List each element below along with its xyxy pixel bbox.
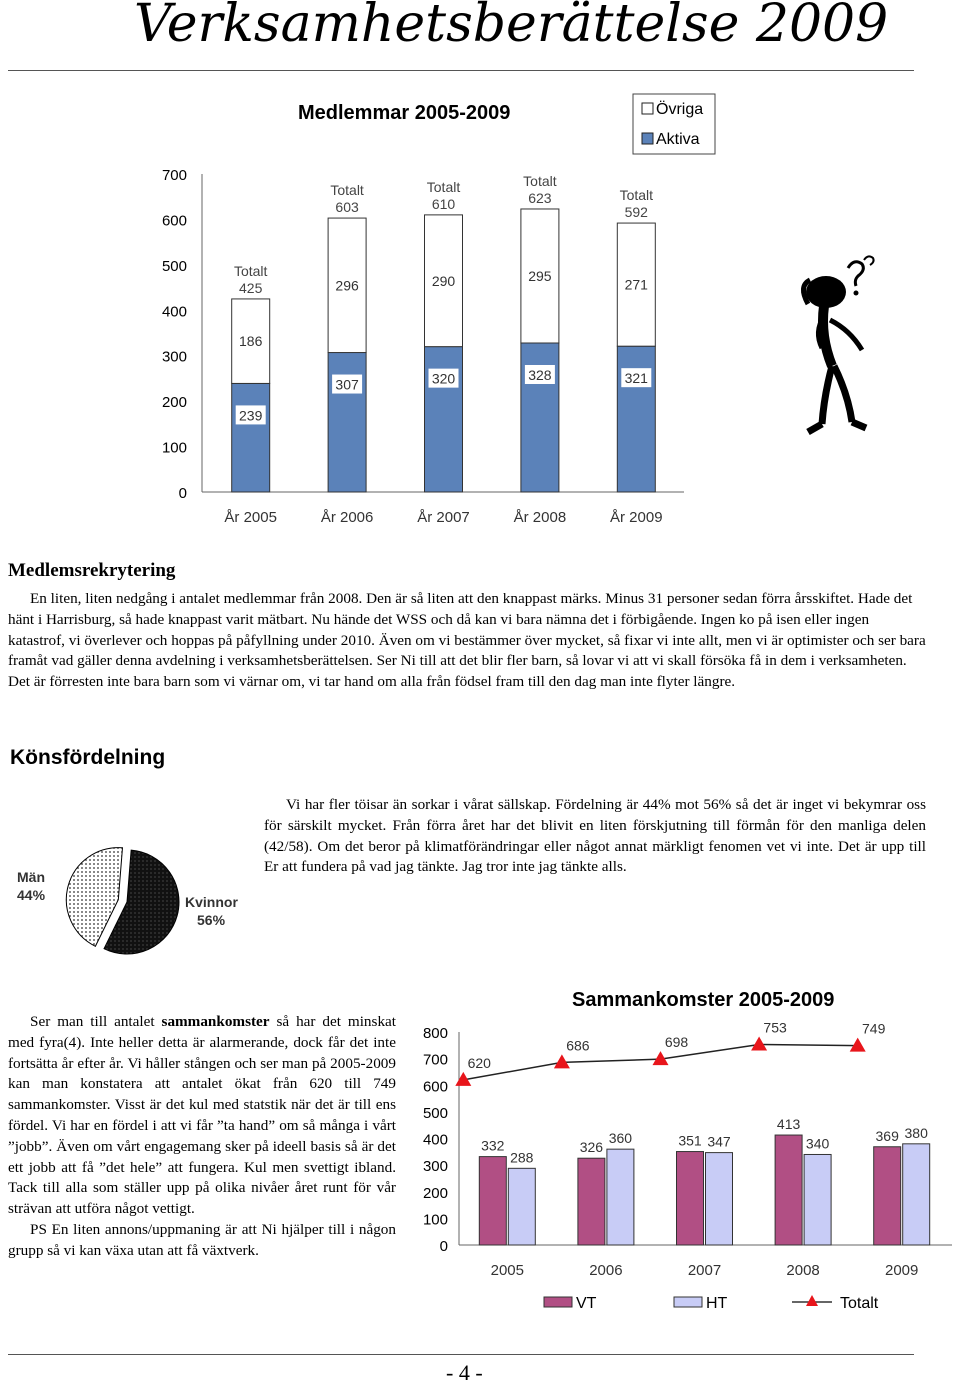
total-label: Totalt	[330, 182, 364, 199]
members-ytick: 200	[161, 394, 187, 412]
legend-ovriga: Övriga	[656, 101, 704, 118]
ht-value: 360	[608, 1130, 633, 1147]
totalt-value: 753	[763, 1019, 787, 1036]
bar-vt	[874, 1147, 901, 1245]
ht-value: 340	[805, 1135, 830, 1152]
bar-aktiva	[617, 346, 655, 492]
members-ytick: 700	[161, 167, 187, 184]
total-label: Totalt	[619, 187, 654, 204]
bar-vt	[578, 1158, 605, 1245]
totalt-marker	[850, 1038, 866, 1052]
members-legend	[633, 94, 715, 154]
women-label: Kvinnor	[185, 894, 238, 910]
legend-aktiva: Aktiva	[656, 131, 700, 148]
members-ytick: 400	[161, 303, 187, 321]
ovriga-value: 271	[624, 276, 648, 293]
bar-ht	[607, 1149, 634, 1245]
total-value: 610	[431, 195, 456, 212]
totalt-value: 698	[664, 1034, 689, 1051]
bar-aktiva	[425, 347, 463, 492]
total-label: Totalt	[523, 172, 557, 189]
meetings-xtick: 2008	[786, 1262, 820, 1279]
meetings-ytick: 200	[422, 1184, 448, 1202]
meetings-ytick: 0	[439, 1238, 448, 1255]
meetings-ytick: 500	[422, 1104, 448, 1122]
vt-value: 351	[678, 1132, 702, 1149]
meetings-chart	[412, 982, 952, 1322]
legend-vt: VT	[576, 1295, 597, 1312]
meetings-ytick: 800	[422, 1025, 448, 1042]
meetings-xtick: 2009	[885, 1262, 919, 1279]
aktiva-value: 307	[335, 376, 359, 393]
header-rule	[8, 70, 914, 71]
total-value: 425	[239, 279, 263, 296]
meetings-xtick: 2005	[490, 1262, 524, 1279]
women-percent: 56%	[197, 912, 226, 928]
gender-paragraph: Vi har fler töisar än sorkar i vårat sällskap. Fördelning är 44% mot 56% så det är inget vi bekymrar oss för särskilt mycket. Från förra året har det blivit en liten förskjutning till förmån för den manliga delen (42/58). Om det beror på klimatförändringar eller något annat märkligt fenomen vet vi inte. Det är upp till Er att fundera på vad jag tänkte. Jag tror inte jag tänkte alls.	[264, 796, 926, 876]
ht-value: 347	[707, 1133, 731, 1150]
meetings-chart-title: Sammankomster 2005-2009	[572, 989, 835, 1011]
ovriga-value: 295	[528, 267, 552, 284]
page-number: - 4 -	[446, 1360, 483, 1385]
meetings-p1-start: Ser man till antalet	[30, 1013, 162, 1030]
bar-vt	[677, 1152, 704, 1245]
footer-rule	[8, 1354, 914, 1355]
bar-ht	[804, 1154, 831, 1245]
totalt-value: 620	[467, 1054, 491, 1071]
recruitment-paragraph: En liten, liten nedgång i antalet medlemmar från 2008. Den är så liten att den knappast märks. Minus 31 personer sedan förra årsskiftet. Hade det hänt i Harrisburg, så hade knappast varit mätbart. Nu hände det WSS och då kan vi bara nämna det i förbigående. Ingen ko på isen eller ingen katastrof, vi överlever och hoppas på påfyllning under 2010. Även om vi bestämmer över mycket, så fixar vi inte allt, men vi är optimister och ser bara framåt vad gäller denna avdelning i verksamhetsberättelsen. Ser Ni till att det blir fler barn, så lovar vi att vi skall försöka få in dem i verksamheten. Det är förresten inte bara barn som vi värnar om, vi tar hand om alla från födsel fram till den dag man inte flyter längre.	[8, 590, 926, 691]
gender-chart	[5, 735, 250, 970]
total-value: 603	[335, 199, 359, 216]
bar-ht	[903, 1144, 930, 1245]
members-xtick: År 2005	[224, 509, 277, 526]
gender-chart-title: Könsfördelning	[10, 746, 166, 769]
meetings-xtick: 2006	[589, 1262, 623, 1279]
meetings-p1-bold: sammankomster	[161, 1013, 270, 1030]
members-xtick: År 2007	[417, 509, 470, 526]
ht-value: 380	[904, 1124, 928, 1141]
meetings-ytick: 300	[422, 1158, 448, 1176]
total-value: 592	[624, 204, 648, 221]
totalt-marker	[554, 1054, 570, 1068]
totalt-marker	[751, 1037, 767, 1051]
members-ytick: 500	[161, 257, 187, 275]
members-chart	[150, 88, 740, 530]
page-title: Verksamhetsberättelse 2009	[134, 0, 889, 54]
meetings-text	[8, 1012, 396, 1262]
vt-value: 369	[875, 1127, 899, 1144]
members-chart-title: Medlemmar 2005-2009	[298, 102, 511, 124]
total-label: Totalt	[233, 262, 268, 279]
vt-value: 326	[579, 1139, 604, 1156]
meetings-p1-end: så har det minskat med fyra(4). Inte heller detta är alarmerande, dock får det inte fortsätta år efter år. Vi håller stången och ser man på 2005-2009 kan man konstatera att antalet ökat från 620 till 749 sammankomster. Visst är det kul med statstik när det är till ens fördel. Vi har en fördel i att vi får ”ta hand” om så många i vårt ”jobb”. Även om vårt engagemang sker på ideell basis så är det ett jobb att få ”det hele” att fungera. Kul men svettigt ibland. Tack till alla som ställer upp på olika nivåer året runt för vår strävan att utföra något vettigt.	[8, 1013, 396, 1218]
meetings-ytick: 100	[422, 1211, 448, 1229]
thinking-figure-image	[790, 250, 890, 450]
aktiva-value: 328	[528, 366, 552, 383]
bar-aktiva	[328, 353, 366, 492]
vt-value: 332	[481, 1137, 505, 1154]
aktiva-value: 320	[431, 370, 456, 387]
aktiva-value: 321	[624, 370, 648, 387]
members-ytick: 0	[178, 485, 187, 502]
meetings-paragraph-1	[8, 1012, 396, 1220]
bar-aktiva	[232, 383, 270, 492]
aktiva-value: 239	[239, 407, 263, 424]
men-label: Män	[17, 869, 45, 885]
recruitment-text	[8, 589, 926, 693]
members-xtick: År 2006	[320, 509, 374, 526]
ht-value: 288	[510, 1149, 534, 1166]
ovriga-value: 296	[335, 277, 359, 294]
meetings-paragraph-2: PS En liten annons/uppmaning är att Ni hjälper till i någon grupp så vi kan växa utan att få växtverk.	[8, 1220, 396, 1259]
bar-vt	[479, 1157, 506, 1245]
bar-vt	[775, 1135, 802, 1245]
members-ytick: 100	[161, 439, 187, 457]
recruitment-heading: Medlemsrekrytering	[8, 560, 176, 581]
meetings-legend	[544, 1295, 879, 1312]
members-xtick: År 2009	[610, 509, 663, 526]
legend-totalt: Totalt	[840, 1295, 879, 1312]
ovriga-value: 290	[431, 272, 456, 289]
totalt-value: 686	[566, 1037, 590, 1054]
ovriga-value: 186	[239, 333, 263, 350]
total-value: 623	[528, 189, 552, 206]
members-ytick: 300	[161, 348, 187, 366]
legend-ht: HT	[706, 1295, 728, 1312]
meetings-xtick: 2007	[687, 1262, 722, 1279]
members-xtick: År 2008	[513, 509, 567, 526]
meetings-ytick: 600	[422, 1078, 448, 1096]
gender-text	[264, 795, 926, 878]
men-percent: 44%	[17, 887, 46, 903]
totalt-value: 749	[862, 1020, 886, 1037]
bar-ht	[706, 1153, 733, 1245]
bar-ht	[508, 1168, 535, 1245]
members-ytick: 600	[161, 212, 187, 230]
meetings-ytick: 700	[422, 1051, 448, 1069]
meetings-ytick: 400	[422, 1131, 448, 1149]
total-label: Totalt	[426, 178, 461, 195]
vt-value: 413	[776, 1116, 801, 1133]
